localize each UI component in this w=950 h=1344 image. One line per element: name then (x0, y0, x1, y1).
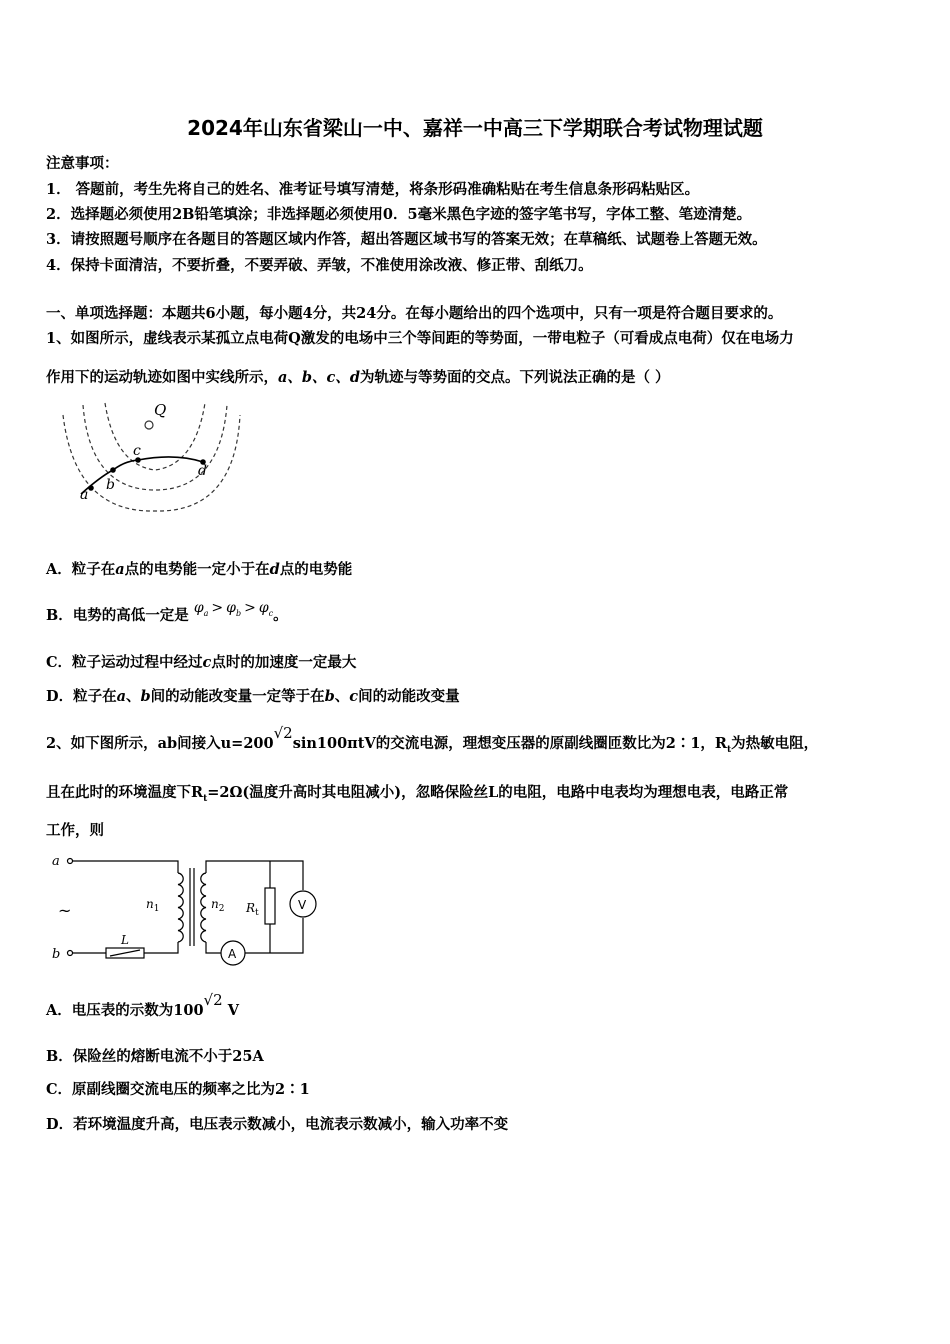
option-text: 原副线圈交流电压的频率之比为2∶1 (72, 1081, 310, 1098)
q2-text: 且在此时的环境温度下R (46, 784, 204, 801)
q2-option-b (46, 1045, 264, 1066)
notice-item-3: 3．请按照题号顺序在各题目的答题区域内作答，超出答题区域书写的答案无效；在草稿纸、试题卷上答题无效。 (46, 231, 767, 248)
q2-stem-line1 (46, 724, 819, 755)
q2-text: sin100πtV的交流电源，理想变压器的原副线圈匝数比为2∶1，R (292, 735, 727, 752)
q2-option-d (46, 1113, 508, 1134)
q2-option-c (46, 1078, 310, 1099)
notice-item-2: 2．选择题必须使用2B铅笔填涂；非选择题必须使用0．5毫米黑色字迹的签字笔书写，字体工整、笔迹清楚。 (46, 206, 752, 223)
section-heading: 一、单项选择题：本题共6小题，每小题4分，共24分。在每小题给出的四个选项中，只有一项是符合题目要求的。 (46, 305, 783, 322)
q1-figure (55, 395, 255, 524)
option-text: 间的动能改变量 (358, 688, 460, 705)
option-sep: 、 (125, 688, 141, 705)
q1-option-a (46, 558, 352, 579)
label-c: c (133, 443, 141, 459)
option-text: 电势的高低一定是 (72, 607, 189, 624)
q1-option-b (46, 600, 288, 626)
q1-stem-vars: a、b、c、d (278, 369, 361, 386)
subscript-t: t (726, 744, 732, 755)
option-text: 若环境温度升高，电压表示数减小，电流表示数减小，输入功率不变 (73, 1116, 509, 1133)
option-sep: 、 (334, 688, 350, 705)
label-l: L (121, 933, 129, 947)
label-n1: $n_1$ (146, 897, 160, 914)
option-text: 保险丝的熔断电流不小于25A (72, 1048, 264, 1065)
phi-b: $\varphi_b$ (226, 600, 242, 618)
q1-option-d (46, 685, 460, 706)
option-var: a (115, 561, 125, 578)
label-v: V (298, 898, 307, 912)
phi-c: $\varphi_c$ (258, 600, 274, 618)
option-text: 粒子在 (71, 561, 116, 578)
q1-stem-line2 (46, 366, 670, 387)
q2-text: 为热敏电阻， (731, 735, 819, 752)
option-text: 点的电势能一定小于在 (124, 561, 270, 578)
q2-stem-line3: 工作，则 (46, 822, 104, 839)
notice-item-4: 4．保持卡面清洁，不要折叠，不要弄破、弄皱，不准使用涂改液、修正带、刮纸刀。 (46, 257, 593, 274)
option-label: B． (46, 607, 73, 624)
label-d: d (198, 463, 207, 479)
option-var: c (349, 688, 359, 705)
page-title: 2024年山东省梁山一中、嘉祥一中高三下学期联合考试物理试题 (187, 116, 763, 140)
label-b: b (106, 477, 115, 493)
label-amp: A (228, 947, 237, 961)
option-label: C． (46, 654, 73, 671)
notice-item-1: 1． 答题前，考生先将自己的姓名、准考证号填写清楚，将条形码准确粘贴在考生信息条形码粘贴区。 (46, 181, 700, 198)
q1-option-c (46, 651, 356, 672)
thermistor-rt (265, 888, 275, 924)
primary-coil (178, 873, 183, 942)
point-charge-q (145, 421, 153, 429)
option-label: C． (46, 1081, 73, 1098)
option-var: a (116, 688, 126, 705)
option-var: b (324, 688, 335, 705)
label-n2: $n_2$ (211, 897, 225, 914)
q2-option-a (46, 991, 239, 1020)
label-b: b (52, 947, 61, 962)
option-label: A． (46, 561, 72, 578)
option-label: B． (46, 1048, 73, 1065)
option-text: 粒子运动过程中经过 (72, 654, 203, 671)
q2-stem-line2 (46, 781, 788, 804)
gt-sign: > (244, 600, 256, 616)
terminal-b (68, 951, 73, 956)
charge-label: Q (154, 401, 167, 419)
option-text: 间的动能改变量一定等于在 (150, 688, 325, 705)
option-text: 点时的加速度一定最大 (211, 654, 357, 671)
point-a (88, 485, 94, 491)
option-var: b (140, 688, 151, 705)
option-end: 。 (273, 607, 288, 624)
q1-stem-text-a: 作用下的运动轨迹如图中实线所示， (46, 369, 278, 386)
terminal-a (68, 859, 73, 864)
q2-circuit-figure (48, 850, 328, 974)
option-text: V (222, 1002, 239, 1019)
option-label: A． (46, 1002, 72, 1019)
option-text: 电压表的示数为100 (71, 1002, 204, 1019)
point-b (110, 467, 116, 473)
label-a: a (52, 854, 60, 869)
option-var: c (202, 654, 212, 671)
option-text: 粒子在 (73, 688, 117, 705)
phi-a: $\varphi_a$ (193, 600, 209, 618)
label-a: a (80, 487, 89, 503)
sqrt-two: √2 (203, 991, 223, 1009)
secondary-coil (201, 873, 206, 942)
q1-stem-text-b: 为轨迹与等势面的交点。下列说法正确的是（ ） (360, 369, 670, 386)
label-rt: $R_t$ (246, 901, 259, 918)
ac-source-tilde: ~ (58, 901, 72, 920)
equipotential-outer (63, 415, 240, 511)
q2-text: 2、如下图所示，ab间接入u=200 (46, 735, 274, 752)
option-var: d (269, 561, 280, 578)
option-text: 点的电势能 (279, 561, 353, 578)
particle-trajectory (81, 457, 203, 494)
notice-heading: 注意事项： (46, 155, 119, 172)
q1-stem-line1: 1、如图所示，虚线表示某孤立点电荷Q激发的电场中三个等间距的等势面，一带电粒子（可看成点电荷）仅在电场力 (46, 330, 794, 347)
sqrt-two: √2 (273, 724, 293, 742)
subscript-t: t (203, 793, 208, 804)
gt-sign: > (211, 600, 224, 616)
option-label: D． (46, 688, 74, 705)
option-label: D． (46, 1116, 74, 1133)
q2-text: =2Ω(温度升高时其电阻减小)，忽略保险丝L的电阻，电路中电表均为理想电表，电路正常 (207, 784, 789, 801)
